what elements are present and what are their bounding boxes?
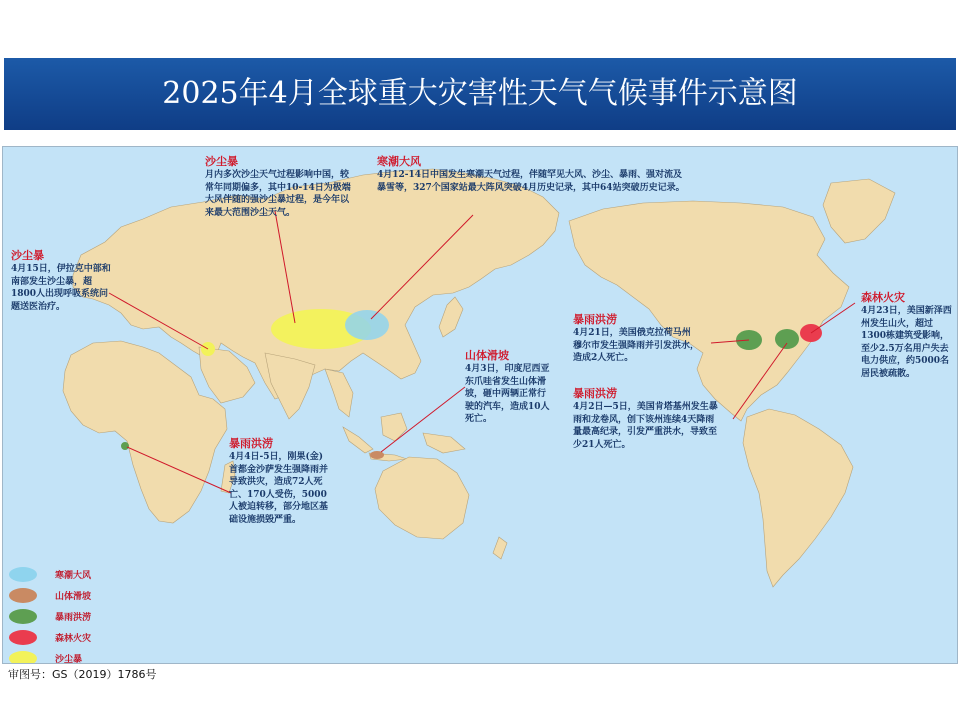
legend-swatch-dust bbox=[9, 651, 37, 664]
landmass-india bbox=[265, 353, 315, 419]
landmass-greenland bbox=[823, 179, 895, 243]
legend-swatch-wind bbox=[9, 567, 37, 582]
annotation-kentucky-flood: 暴雨洪涝 4月2日—5日，美国肯塔基州发生暴雨和龙卷风，创下该州连续4天降雨量最高纪录，引发严重洪水，导致至少21人死亡。 bbox=[573, 387, 718, 450]
landmass-new-guinea bbox=[423, 433, 465, 453]
event-rainstorm-kinshasa bbox=[121, 442, 129, 450]
annotation-iraq-dust: 沙尘暴 4月15日，伊拉克中部和南部发生沙尘暴，超1800人出现呼吸系统问题送医治疗。 bbox=[11, 249, 111, 312]
landmass-borneo bbox=[381, 413, 407, 441]
annotation-china-wind: 寒潮大风 4月12-14日中国发生寒潮天气过程，伴随罕见大风、沙尘、暴雨、强对流及暴雪等，327个国家站最大阵风突破4月历史记录，其中64站突破历史记录。 bbox=[377, 155, 685, 193]
annotation-new-jersey-fire: 森林火灾 4月23日，美国新泽西州发生山火，超过1300栋建筑受影响，至少2.5万名用户失去电力供应，约5000名居民被疏散。 bbox=[861, 291, 952, 379]
world-map bbox=[2, 146, 958, 664]
annotation-oklahoma-flood: 暴雨洪涝 4月21日，美国俄克拉荷马州穆尔市发生强降雨并引发洪水，造成2人死亡。 bbox=[573, 313, 700, 363]
legend-label: 山体滑坡 bbox=[55, 592, 92, 602]
landmass-se-asia bbox=[325, 369, 353, 417]
legend-swatch-wildfire bbox=[9, 630, 37, 645]
event-wind-china bbox=[345, 310, 389, 340]
annotation-china-dust: 沙尘暴 月内多次沙尘天气过程影响中国，较常年同期偏多，其中10-14日为极端大风伴随的强沙尘暴过程，是今年以来最大范围沙尘天气。 bbox=[205, 155, 351, 218]
legend-label: 寒潮大风 bbox=[55, 571, 92, 581]
page-title: 2025年4月全球重大灾害性天气气候事件示意图 bbox=[162, 76, 798, 111]
legend-label: 沙尘暴 bbox=[55, 655, 83, 664]
landmass-japan bbox=[439, 297, 463, 337]
annotation-kinshasa-flood: 暴雨洪涝 4月4日-5日，刚果(金)首都金沙萨发生强降雨并导致洪灾，造成72人死亡、170人受伤，5000人被迫转移，部分地区基础设施损毁严重。 bbox=[229, 437, 329, 525]
landmass-south-america bbox=[743, 409, 853, 587]
legend-label: 森林火灾 bbox=[55, 634, 92, 644]
event-rainstorm-kentucky bbox=[775, 329, 799, 349]
landmass-sumatra bbox=[343, 427, 373, 453]
event-landslide-java bbox=[370, 451, 384, 459]
map-approval-number: 审图号：GS（2019）1786号 bbox=[8, 668, 157, 681]
title-bar bbox=[4, 58, 956, 130]
landmass-new-zealand bbox=[493, 537, 507, 559]
legend-label: 暴雨洪涝 bbox=[55, 613, 92, 623]
legend-swatch-landslide bbox=[9, 588, 37, 603]
annotation-java-landslide: 山体滑坡 4月3日，印度尼西亚东爪哇省发生山体滑坡，砸中两辆正常行驶的汽车，造成10人死亡。 bbox=[465, 349, 550, 424]
legend-swatch-rainstorm bbox=[9, 609, 37, 624]
landmass-australia bbox=[375, 457, 469, 539]
